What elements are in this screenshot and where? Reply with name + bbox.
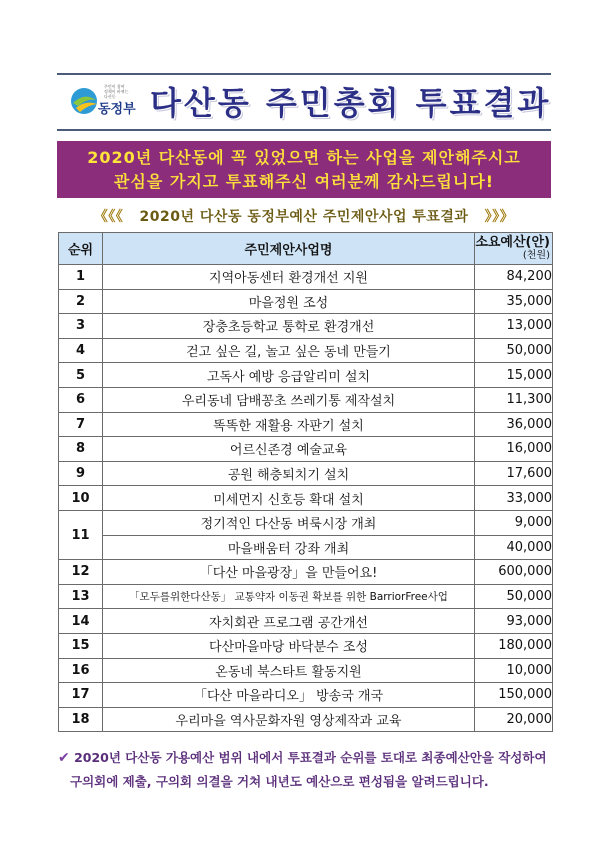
dongjeongbu-logo (70, 82, 142, 120)
rank-cell: 16 (59, 658, 103, 683)
project-name-cell: 자치회관 프로그램 공간개선 (103, 609, 475, 634)
check-icon: ✔ (58, 750, 70, 766)
budget-cell: 180,000 (475, 633, 553, 658)
project-name-cell: 똑똑한 재활용 자판기 설치 (103, 412, 475, 437)
budget-cell: 20,000 (475, 707, 553, 732)
budget-cell: 13,000 (475, 314, 553, 339)
page-title: 다산동 주민총회 투표결과 (150, 84, 552, 122)
table-row (59, 707, 553, 732)
table-row (59, 314, 553, 339)
top-divider (57, 73, 551, 75)
subtitle-text: 2020년 다산동 동정부예산 주민제안사업 투표결과 (139, 209, 469, 225)
project-name-cell: 「다산 마을광장」을 만들어요! (103, 560, 475, 585)
table-row (59, 289, 553, 314)
budget-cell: 40,000 (475, 535, 553, 560)
rank-cell: 13 (59, 584, 103, 609)
footnote (58, 746, 554, 794)
rank-cell: 8 (59, 437, 103, 462)
rank-cell: 7 (59, 412, 103, 437)
budget-cell: 10,000 (475, 658, 553, 683)
project-name-cell: 마을배움터 강좌 개최 (103, 535, 475, 560)
rank-cell: 2 (59, 289, 103, 314)
table-row (59, 633, 553, 658)
project-name-cell: 우리동네 담배꽁초 쓰레기통 제작설치 (103, 387, 475, 412)
table-row (59, 486, 553, 511)
table-row (59, 510, 553, 535)
table-row (59, 338, 553, 363)
footnote-text-1: 2020년 다산동 가용예산 범위 내에서 투표결과 순위를 토대로 최종예산안을 작성하여 (74, 750, 547, 765)
project-name-cell: 장충초등학교 통학로 환경개선 (103, 314, 475, 339)
subtitle-left-marks: 《《《 (93, 209, 124, 225)
project-name-cell: 걷고 싶은 길, 놀고 싶은 동네 만들기 (103, 338, 475, 363)
rank-cell: 18 (59, 707, 103, 732)
rank-cell: 11 (59, 510, 103, 559)
header-budget-unit: (천원) (522, 249, 550, 261)
rank-cell: 9 (59, 461, 103, 486)
budget-cell: 84,200 (475, 265, 553, 290)
project-name-cell: 다산마을마당 바닥분수 조성 (103, 633, 475, 658)
rank-cell: 3 (59, 314, 103, 339)
header-budget (475, 233, 553, 265)
budget-cell: 33,000 (475, 486, 553, 511)
project-name-cell: 지역아동센터 환경개선 지원 (103, 265, 475, 290)
budget-cell: 50,000 (475, 584, 553, 609)
project-name-cell: 우리마을 역사문화자원 영상제작과 교육 (103, 707, 475, 732)
rank-cell: 12 (59, 560, 103, 585)
budget-cell: 600,000 (475, 560, 553, 585)
thank-you-banner (57, 141, 551, 198)
budget-cell: 11,300 (475, 387, 553, 412)
project-name-cell: 마을정원 조성 (103, 289, 475, 314)
table-row (59, 412, 553, 437)
table-row (59, 609, 553, 634)
footnote-text-2: 구의회에 제출, 구의회 의결을 거쳐 내년도 예산으로 편성됨을 알려드립니다. (70, 774, 489, 789)
header-rank: 순위 (59, 233, 103, 265)
table-row (59, 535, 553, 560)
table-row (59, 437, 553, 462)
table-row (59, 461, 553, 486)
project-name-cell: 「다산 마을라디오」 방송국 개국 (103, 683, 475, 708)
rank-cell: 14 (59, 609, 103, 634)
table-header-row (59, 233, 553, 265)
budget-cell: 17,600 (475, 461, 553, 486)
project-name-cell: 「모두를위한다산동」 교통약자 이동권 확보를 위한 BarriorFree사업 (103, 584, 475, 609)
logo-text: 동정부 (98, 102, 136, 117)
rank-cell: 4 (59, 338, 103, 363)
budget-cell: 93,000 (475, 609, 553, 634)
budget-cell: 35,000 (475, 289, 553, 314)
rank-cell: 10 (59, 486, 103, 511)
footnote-line-1 (58, 746, 554, 770)
subtitle-right-marks: 》》》 (484, 209, 515, 225)
project-name-cell: 공원 해충퇴치기 설치 (103, 461, 475, 486)
title-divider (57, 129, 551, 131)
project-name-cell: 어르신존경 예술교육 (103, 437, 475, 462)
results-table (58, 232, 553, 732)
budget-cell: 16,000 (475, 437, 553, 462)
table-row (59, 387, 553, 412)
table-row (59, 265, 553, 290)
project-name-cell: 정기적인 다산동 벼룩시장 개최 (103, 510, 475, 535)
header-project-name: 주민제안사업명 (103, 233, 475, 265)
table-row (59, 363, 553, 388)
table-subtitle (57, 206, 551, 226)
budget-cell: 9,000 (475, 510, 553, 535)
table-row (59, 560, 553, 585)
banner-line-2: 관심을 가지고 투표해주신 여러분께 감사드립니다! (113, 172, 495, 191)
table-row (59, 658, 553, 683)
project-name-cell: 온동네 북스타트 활동지원 (103, 658, 475, 683)
rank-cell: 5 (59, 363, 103, 388)
budget-cell: 36,000 (475, 412, 553, 437)
table-row (59, 584, 553, 609)
budget-cell: 15,000 (475, 363, 553, 388)
table-row (59, 683, 553, 708)
project-name-cell: 미세먼지 신호등 확대 설치 (103, 486, 475, 511)
budget-cell: 150,000 (475, 683, 553, 708)
project-name-cell: 고독사 예방 응급알리미 설치 (103, 363, 475, 388)
rank-cell: 17 (59, 683, 103, 708)
logo-mark-icon (70, 86, 100, 116)
budget-cell: 50,000 (475, 338, 553, 363)
rank-cell: 1 (59, 265, 103, 290)
banner-line-1: 2020년 다산동에 꼭 있었으면 하는 사업을 제안해주시고 (87, 148, 521, 167)
logo-slogan: 주민이 참여 정책이 바뀌는 다산동 (104, 84, 129, 99)
rank-cell: 6 (59, 387, 103, 412)
header-budget-label: 소요예산(안) (475, 234, 550, 250)
rank-cell: 15 (59, 633, 103, 658)
